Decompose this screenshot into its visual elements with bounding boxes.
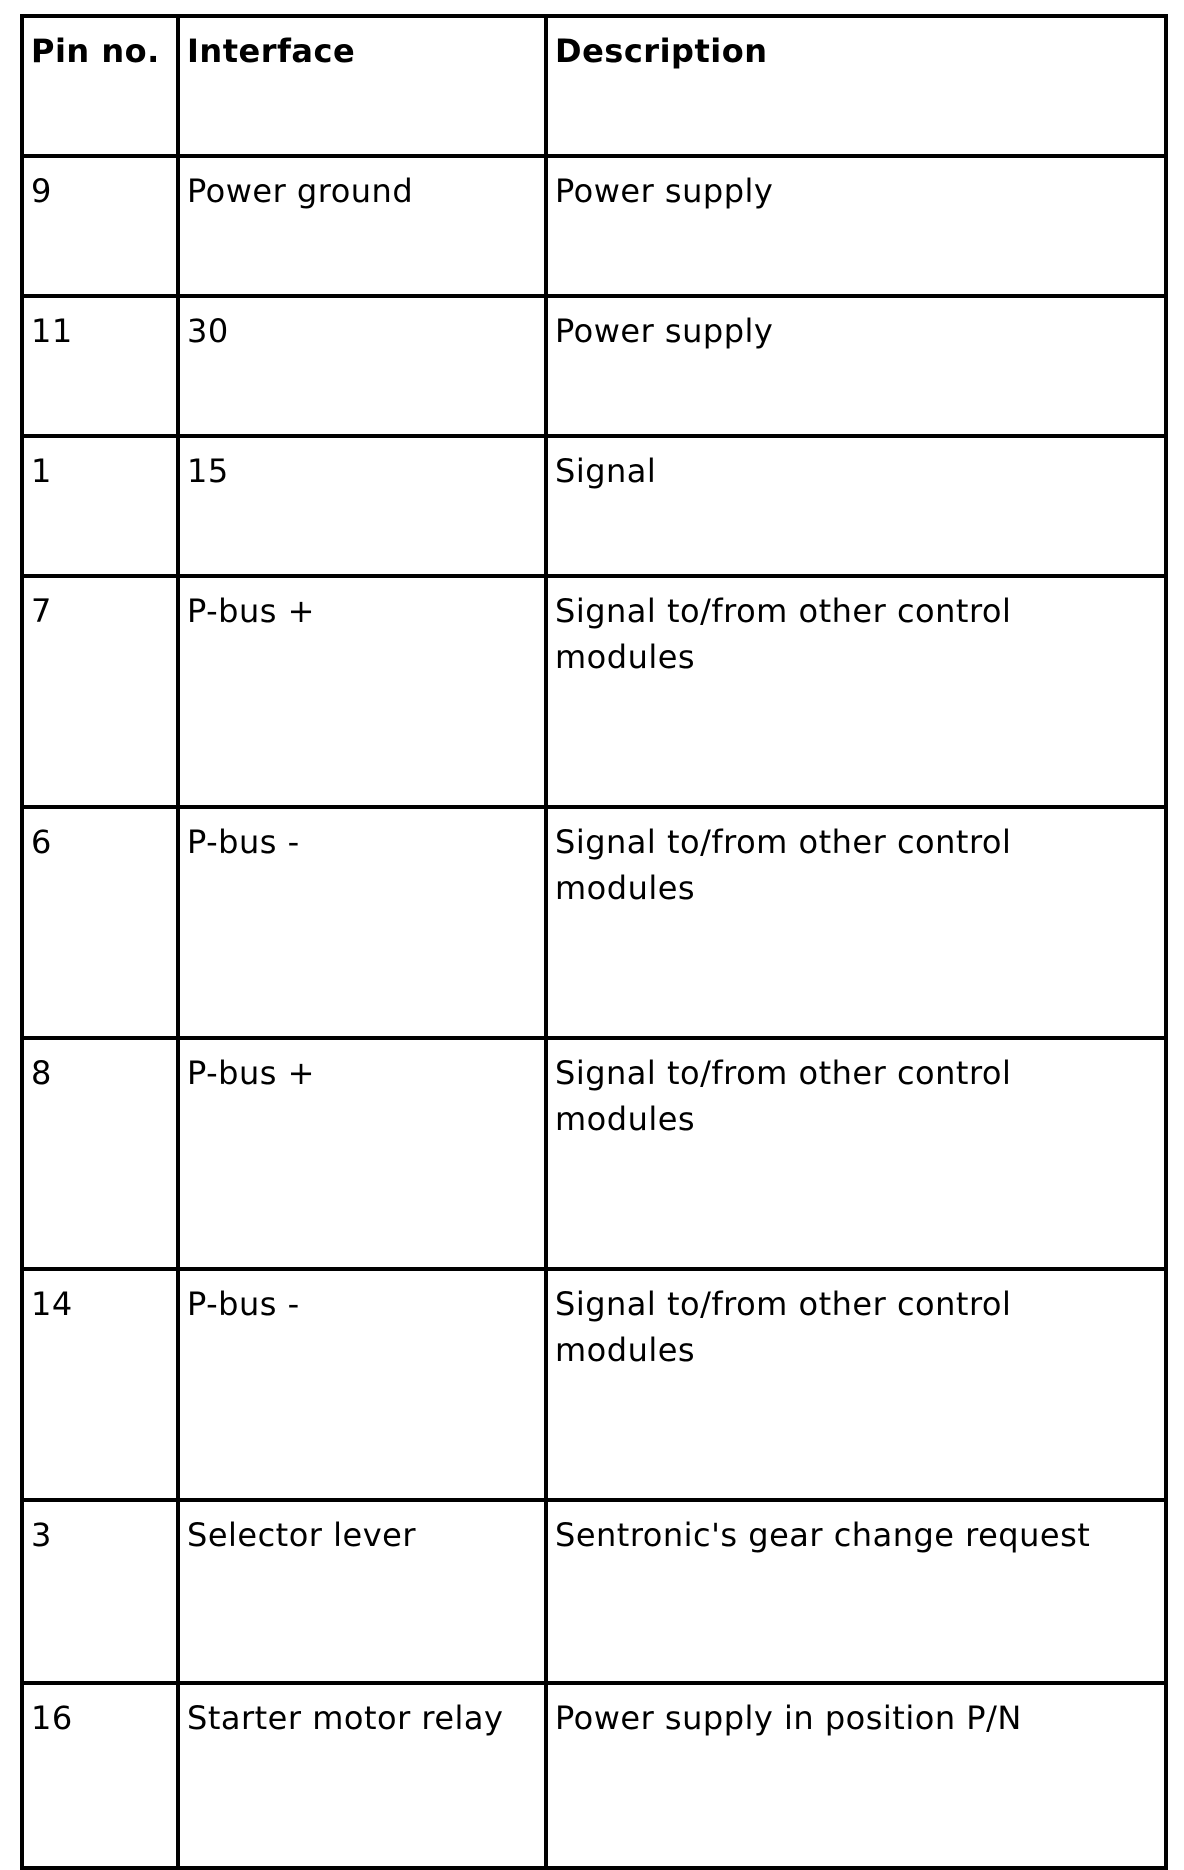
table-row [22, 1683, 1166, 1868]
cell-interface: Starter motor relay [178, 1683, 546, 1868]
cell-description: Power supply [546, 156, 1166, 296]
cell-pin: 8 [22, 1038, 178, 1269]
cell-interface: P-bus - [178, 1269, 546, 1500]
cell-pin: 11 [22, 296, 178, 436]
table-row [22, 436, 1166, 576]
cell-interface: P-bus - [178, 807, 546, 1038]
table-row [22, 1038, 1166, 1269]
cell-interface: Selector lever [178, 1500, 546, 1683]
cell-description: Power supply in position P/N [546, 1683, 1166, 1868]
cell-description: Signal [546, 436, 1166, 576]
cell-pin: 7 [22, 576, 178, 807]
table-row [22, 807, 1166, 1038]
cell-pin: 9 [22, 156, 178, 296]
cell-description: Signal to/from other control modules [546, 807, 1166, 1038]
cell-pin: 3 [22, 1500, 178, 1683]
cell-pin: 14 [22, 1269, 178, 1500]
pin-assignment-table [20, 14, 1168, 1870]
header-pin-no: Pin no. [22, 16, 178, 156]
header-description: Description [546, 16, 1166, 156]
cell-interface: P-bus + [178, 576, 546, 807]
header-interface: Interface [178, 16, 546, 156]
cell-description: Signal to/from other control modules [546, 576, 1166, 807]
cell-pin: 6 [22, 807, 178, 1038]
cell-interface: 30 [178, 296, 546, 436]
cell-interface: Power ground [178, 156, 546, 296]
cell-description: Signal to/from other control modules [546, 1269, 1166, 1500]
cell-pin: 1 [22, 436, 178, 576]
table-row [22, 296, 1166, 436]
table-header-row [22, 16, 1166, 156]
cell-description: Sentronic's gear change request [546, 1500, 1166, 1683]
table-row [22, 1269, 1166, 1500]
cell-description: Signal to/from other control modules [546, 1038, 1166, 1269]
cell-interface: P-bus + [178, 1038, 546, 1269]
cell-pin: 16 [22, 1683, 178, 1868]
table-row [22, 1500, 1166, 1683]
table-row [22, 576, 1166, 807]
table-row [22, 156, 1166, 296]
cell-description: Power supply [546, 296, 1166, 436]
cell-interface: 15 [178, 436, 546, 576]
